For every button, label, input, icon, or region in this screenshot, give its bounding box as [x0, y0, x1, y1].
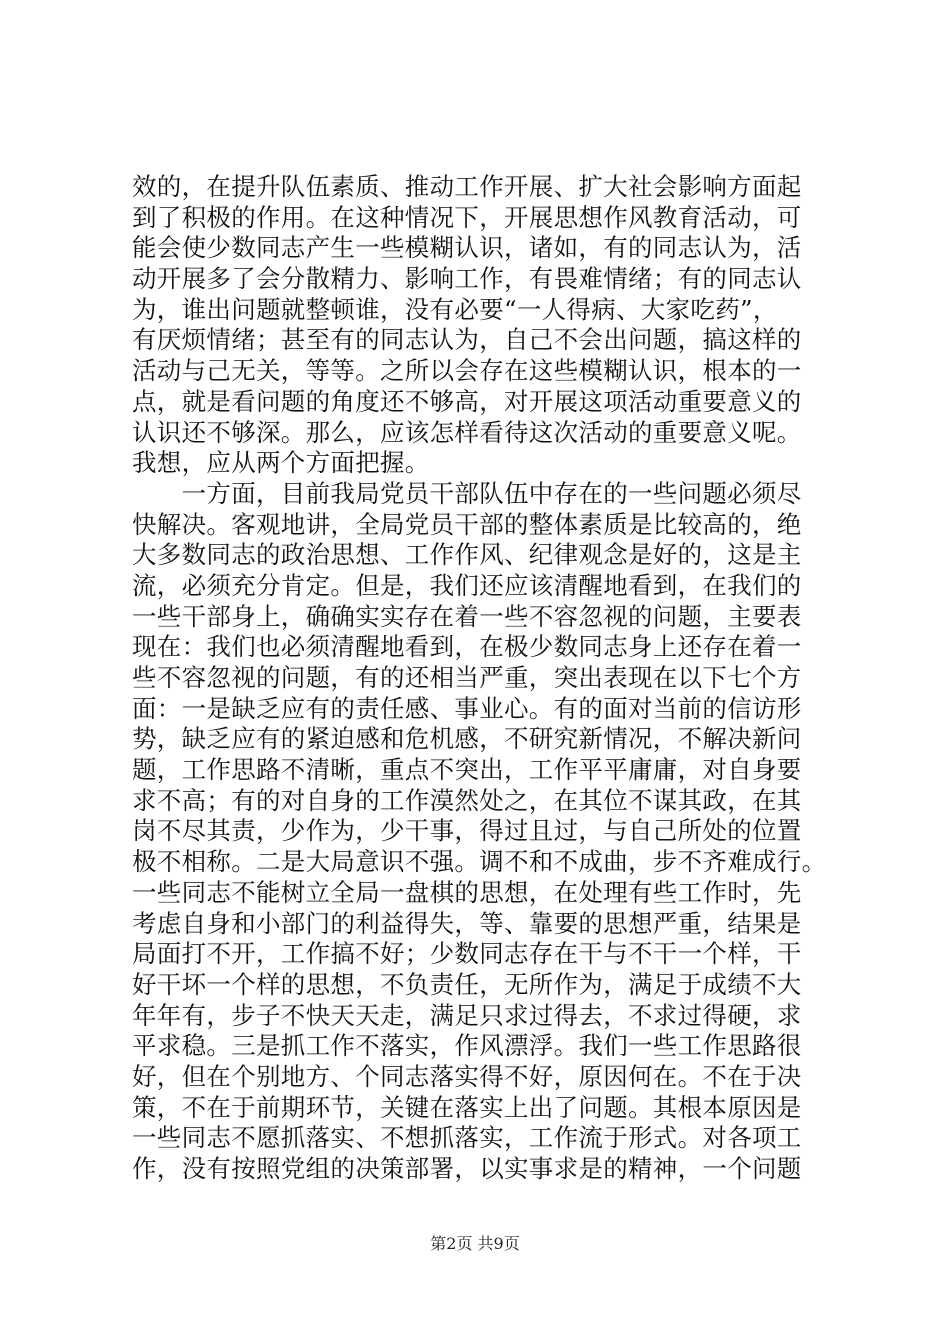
- text-line: 岗不尽其责，少作为，少干事，得过且过，与自己所处的位置: [132, 816, 802, 846]
- text-line: 快解决。客观地讲，全局党员干部的整体素质是比较高的，绝: [132, 509, 802, 539]
- text-line: 年年有，步子不快天天走，满足只求过得去，不求过得硬，求: [132, 1000, 802, 1030]
- text-line: 到了积极的作用。在这种情况下，开展思想作风教育活动，可: [132, 202, 802, 232]
- text-line: 一些同志不能树立全局一盘棋的思想，在处理有些工作时，先: [132, 877, 802, 907]
- body-text: [132, 172, 832, 1185]
- text-line: 题，工作思路不清晰，重点不突出，工作平平庸庸，对自身要: [132, 755, 802, 785]
- text-line: 好，但在个别地方、个同志落实得不好，原因何在。不在于决: [132, 1061, 802, 1091]
- text-line: 好干坏一个样的思想，不负责任，无所作为，满足于成绩不大: [132, 969, 802, 999]
- text-line: 能会使少数同志产生一些模糊认识，诸如，有的同志认为，活: [132, 233, 802, 263]
- text-line: 些不容忽视的问题，有的还相当严重，突出表现在以下七个方: [132, 663, 802, 692]
- text-line: 认识还不够深。那么，应该怎样看待这次活动的重要意义呢。: [132, 417, 802, 447]
- text-line: 大多数同志的政治思想、工作作风、纪律观念是好的，这是主: [132, 540, 802, 570]
- text-line: 一方面，目前我局党员干部队伍中存在的一些问题必须尽: [132, 478, 802, 508]
- text-line: 平求稳。三是抓工作不落实，作风漂浮。我们一些工作思路很: [132, 1031, 802, 1061]
- text-line: 动开展多了会分散精力、影响工作，有畏难情绪；有的同志认: [132, 264, 802, 294]
- text-line: 势，缺乏应有的紧迫感和危机感，不研究新情况，不解决新问: [132, 724, 802, 754]
- text-line: 作，没有按照党组的决策部署，以实事求是的精神，一个问题: [132, 1154, 802, 1183]
- text-line: 考虑自身和小部门的利益得失，等、靠要的思想严重，结果是: [132, 908, 802, 938]
- page-number-label: 第2页 共9页: [430, 1234, 520, 1253]
- text-line: 为，谁出问题就整顿谁，没有必要“一人得病、大家吃药”，: [132, 294, 778, 324]
- text-line: 求不高；有的对自身的工作漠然处之，在其位不谋其政，在其: [132, 785, 802, 815]
- text-line: 流，必须充分肯定。但是，我们还应该清醒地看到，在我们的: [132, 570, 802, 600]
- text-line: 效的，在提升队伍素质、推动工作开展、扩大社会影响方面起: [132, 172, 802, 201]
- text-line: 极不相称。二是大局意识不强。调不和不成曲，步不齐难成行。: [132, 847, 827, 877]
- text-line: 有厌烦情绪；甚至有的同志认为，自己不会出问题，搞这样的: [132, 325, 802, 355]
- text-line: 点，就是看问题的角度还不够高，对开展这项活动重要意义的: [132, 386, 802, 416]
- text-line: 一些同志不愿抓落实、不想抓落实，工作流于形式。对各项工: [132, 1123, 802, 1153]
- page-footer: [0, 1234, 950, 1254]
- text-line: 局面打不开，工作搞不好；少数同志存在干与不干一个样，干: [132, 939, 802, 969]
- text-line: 面：一是缺乏应有的责任感、事业心。有的面对当前的信访形: [132, 693, 802, 723]
- text-line: 我想，应从两个方面把握。: [132, 448, 430, 478]
- text-line: 一些干部身上，确确实实存在着一些不容忽视的问题，主要表: [132, 601, 802, 631]
- text-line: 策，不在于前期环节，关键在落实上出了问题。其根本原因是: [132, 1092, 802, 1122]
- text-line: 现在：我们也必须清醒地看到，在极少数同志身上还存在着一: [132, 632, 802, 662]
- text-line: 活动与己无关，等等。之所以会存在这些模糊认识，根本的一: [132, 356, 802, 386]
